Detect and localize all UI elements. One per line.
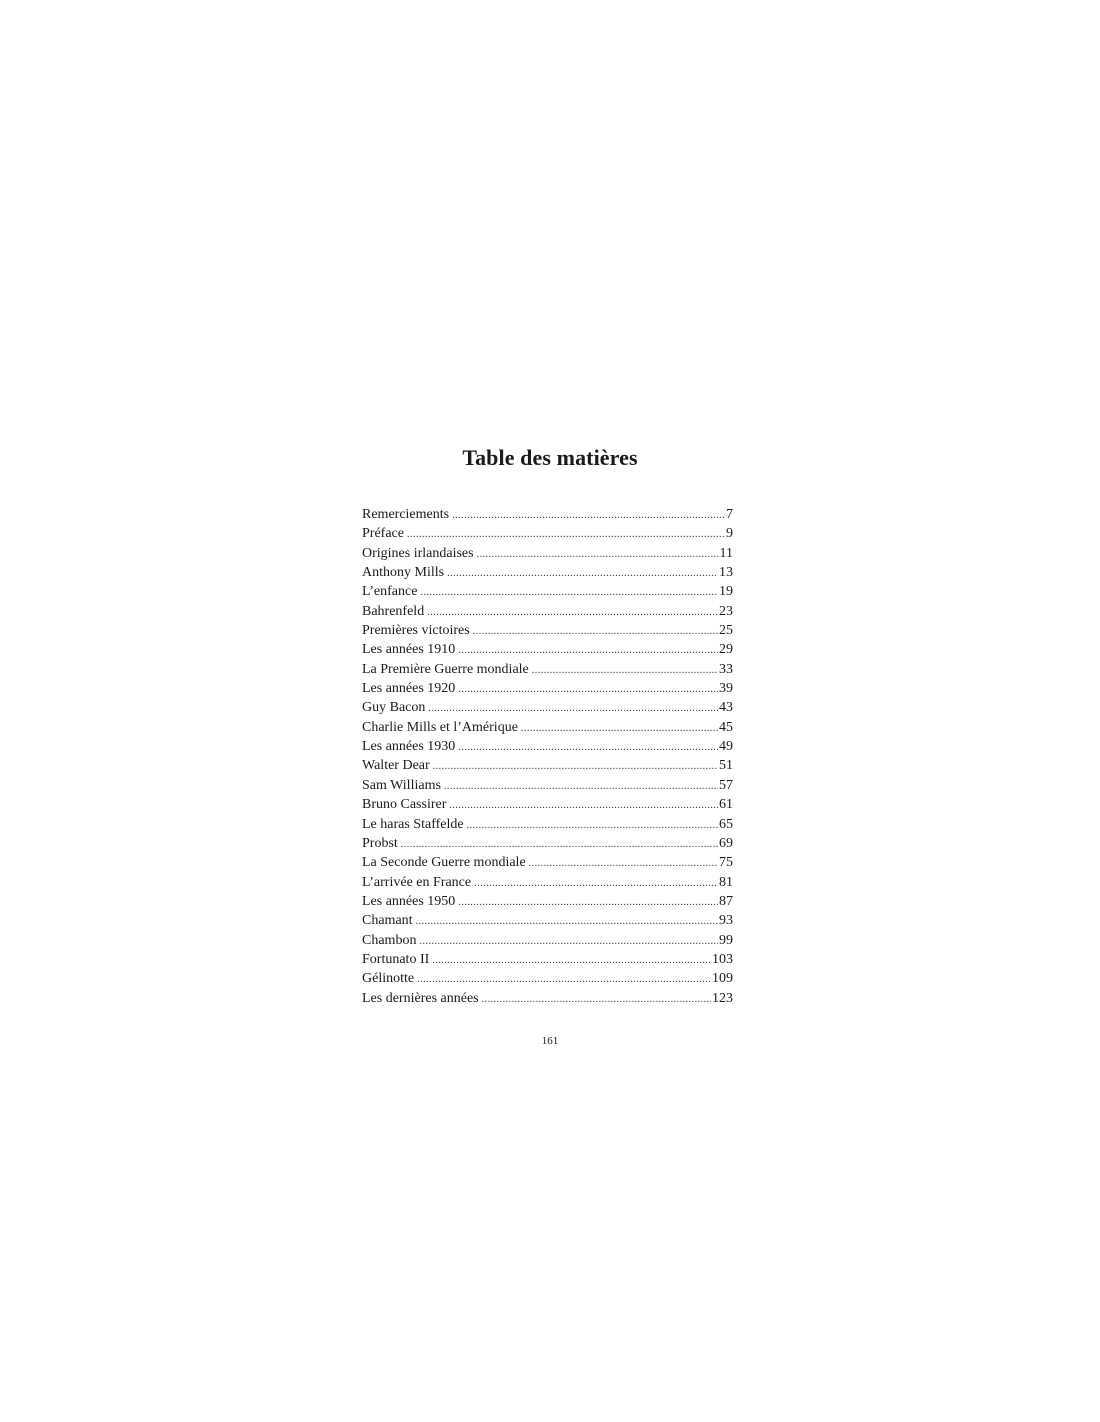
toc-entry-page-number: 45: [719, 719, 733, 735]
toc-dot-leader: [428, 699, 718, 718]
toc-dot-leader: [447, 564, 718, 583]
toc-dot-leader: [452, 506, 725, 525]
toc-entry: [362, 698, 733, 717]
toc-entry-label: Chamant: [362, 913, 413, 929]
toc-dot-leader: [401, 835, 718, 854]
toc-dot-leader: [417, 970, 711, 989]
toc-dot-leader: [433, 757, 718, 776]
toc-entry: [362, 834, 733, 853]
toc-dot-leader: [467, 816, 718, 835]
toc-entry: [362, 660, 733, 679]
toc-entry: [362, 969, 733, 988]
toc-entry-label: Guy Bacon: [362, 700, 426, 716]
toc-entry-page-number: 87: [719, 893, 733, 909]
toc-entry-label: L’arrivée en France: [362, 874, 472, 890]
toc-dot-leader: [473, 622, 718, 641]
toc-entry-page-number: 65: [719, 816, 733, 832]
toc-entry-page-number: 103: [712, 951, 733, 967]
toc-entry-label: Gélinotte: [362, 971, 415, 987]
toc-entry: [362, 505, 733, 524]
toc-entry: [362, 892, 733, 911]
toc-entry-label: Charlie Mills et l’Amérique: [362, 719, 518, 735]
toc-dot-leader: [419, 932, 718, 951]
toc-dot-leader: [458, 738, 718, 757]
toc-entry-page-number: 25: [719, 623, 733, 639]
toc-dot-leader: [521, 719, 718, 738]
toc-entry-label: Anthony Mills: [362, 565, 445, 581]
toc-entry-page-number: 51: [719, 758, 733, 774]
toc-entry-label: Walter Dear: [362, 758, 430, 774]
toc-entry-label: L’enfance: [362, 584, 418, 600]
toc-entry-page-number: 75: [719, 855, 733, 871]
toc-entry: [362, 911, 733, 930]
toc-entry-page-number: 11: [719, 545, 733, 561]
toc-dot-leader: [532, 661, 718, 680]
toc-entry-page-number: 39: [719, 681, 733, 697]
toc-entry: [362, 582, 733, 601]
toc-entry: [362, 602, 733, 621]
toc-dot-leader: [458, 893, 718, 912]
toc-title: Table des matières: [462, 445, 638, 470]
toc-entry: [362, 815, 733, 834]
toc-entry: [362, 931, 733, 950]
toc-dot-leader: [482, 990, 711, 1009]
toc-entry-page-number: 93: [719, 913, 733, 929]
toc-entry-page-number: 81: [719, 874, 733, 890]
toc-dot-leader: [416, 912, 718, 931]
toc-entry-page-number: 29: [719, 642, 733, 658]
toc-entry-label: Bruno Cassirer: [362, 797, 447, 813]
toc-entry-label: Les années 1950: [362, 893, 456, 909]
toc-dot-leader: [474, 874, 718, 893]
toc-entry: [362, 795, 733, 814]
toc-dot-leader: [432, 951, 711, 970]
toc-entry: [362, 524, 733, 543]
toc-entry-page-number: 49: [719, 739, 733, 755]
toc-entry-page-number: 13: [719, 565, 733, 581]
toc-entry-page-number: 57: [719, 777, 733, 793]
toc-entry-label: Les années 1930: [362, 739, 456, 755]
toc-entry: [362, 544, 733, 563]
toc-entry-label: Bahrenfeld: [362, 603, 425, 619]
toc-entry-label: Sam Williams: [362, 777, 441, 793]
toc-entry: [362, 640, 733, 659]
toc-dot-leader: [458, 680, 718, 699]
toc-entry: [362, 873, 733, 892]
toc-entry-page-number: 123: [712, 990, 733, 1006]
toc-entry-page-number: 23: [719, 603, 733, 619]
toc-entry-page-number: 99: [719, 932, 733, 948]
toc-entry-page-number: 7: [726, 507, 733, 522]
toc-entry: [362, 950, 733, 969]
toc-dot-leader: [529, 854, 718, 873]
toc-entry-page-number: 69: [719, 835, 733, 851]
toc-dot-leader: [449, 796, 718, 815]
toc-entry: [362, 621, 733, 640]
toc-dot-leader: [477, 545, 719, 564]
toc-entry: [362, 989, 733, 1008]
toc-entry: [362, 679, 733, 698]
toc-entry-label: La Seconde Guerre mondiale: [362, 855, 526, 871]
toc-entry-label: Probst: [362, 835, 398, 851]
toc-entry-page-number: 33: [719, 661, 733, 677]
toc-entry-page-number: 61: [719, 797, 733, 813]
toc-dot-leader: [420, 583, 718, 602]
toc-dot-leader: [458, 641, 718, 660]
toc-list: [362, 505, 733, 1008]
toc-entry-page-number: 19: [719, 584, 733, 600]
toc-dot-leader: [444, 777, 718, 796]
toc-entry-label: Les dernières années: [362, 990, 479, 1006]
toc-entry-label: Les années 1920: [362, 681, 456, 697]
toc-entry-label: Premières victoires: [362, 623, 470, 639]
toc-entry-page-number: 9: [726, 526, 733, 542]
page-number: 161: [541, 1035, 559, 1047]
toc-entry-label: Fortunato II: [362, 951, 430, 967]
toc-entry: [362, 776, 733, 795]
toc-entry: [362, 737, 733, 756]
toc-entry-page-number: 109: [712, 971, 733, 987]
toc-entry-label: Le haras Staffelde: [362, 816, 464, 832]
toc-dot-leader: [407, 525, 725, 544]
toc-entry-label: Préface: [362, 526, 404, 542]
toc-entry-label: La Première Guerre mondiale: [362, 661, 529, 677]
toc-entry-label: Remerciements: [362, 507, 450, 522]
toc-entry-label: Origines irlandaises: [362, 545, 474, 561]
toc-entry: [362, 853, 733, 872]
toc-entry: [362, 718, 733, 737]
toc-entry-label: Chambon: [362, 932, 417, 948]
toc-entry: [362, 563, 733, 582]
toc-entry: [362, 756, 733, 775]
toc-entry-label: Les années 1910: [362, 642, 456, 658]
toc-dot-leader: [427, 603, 718, 622]
toc-entry-page-number: 43: [719, 700, 733, 716]
